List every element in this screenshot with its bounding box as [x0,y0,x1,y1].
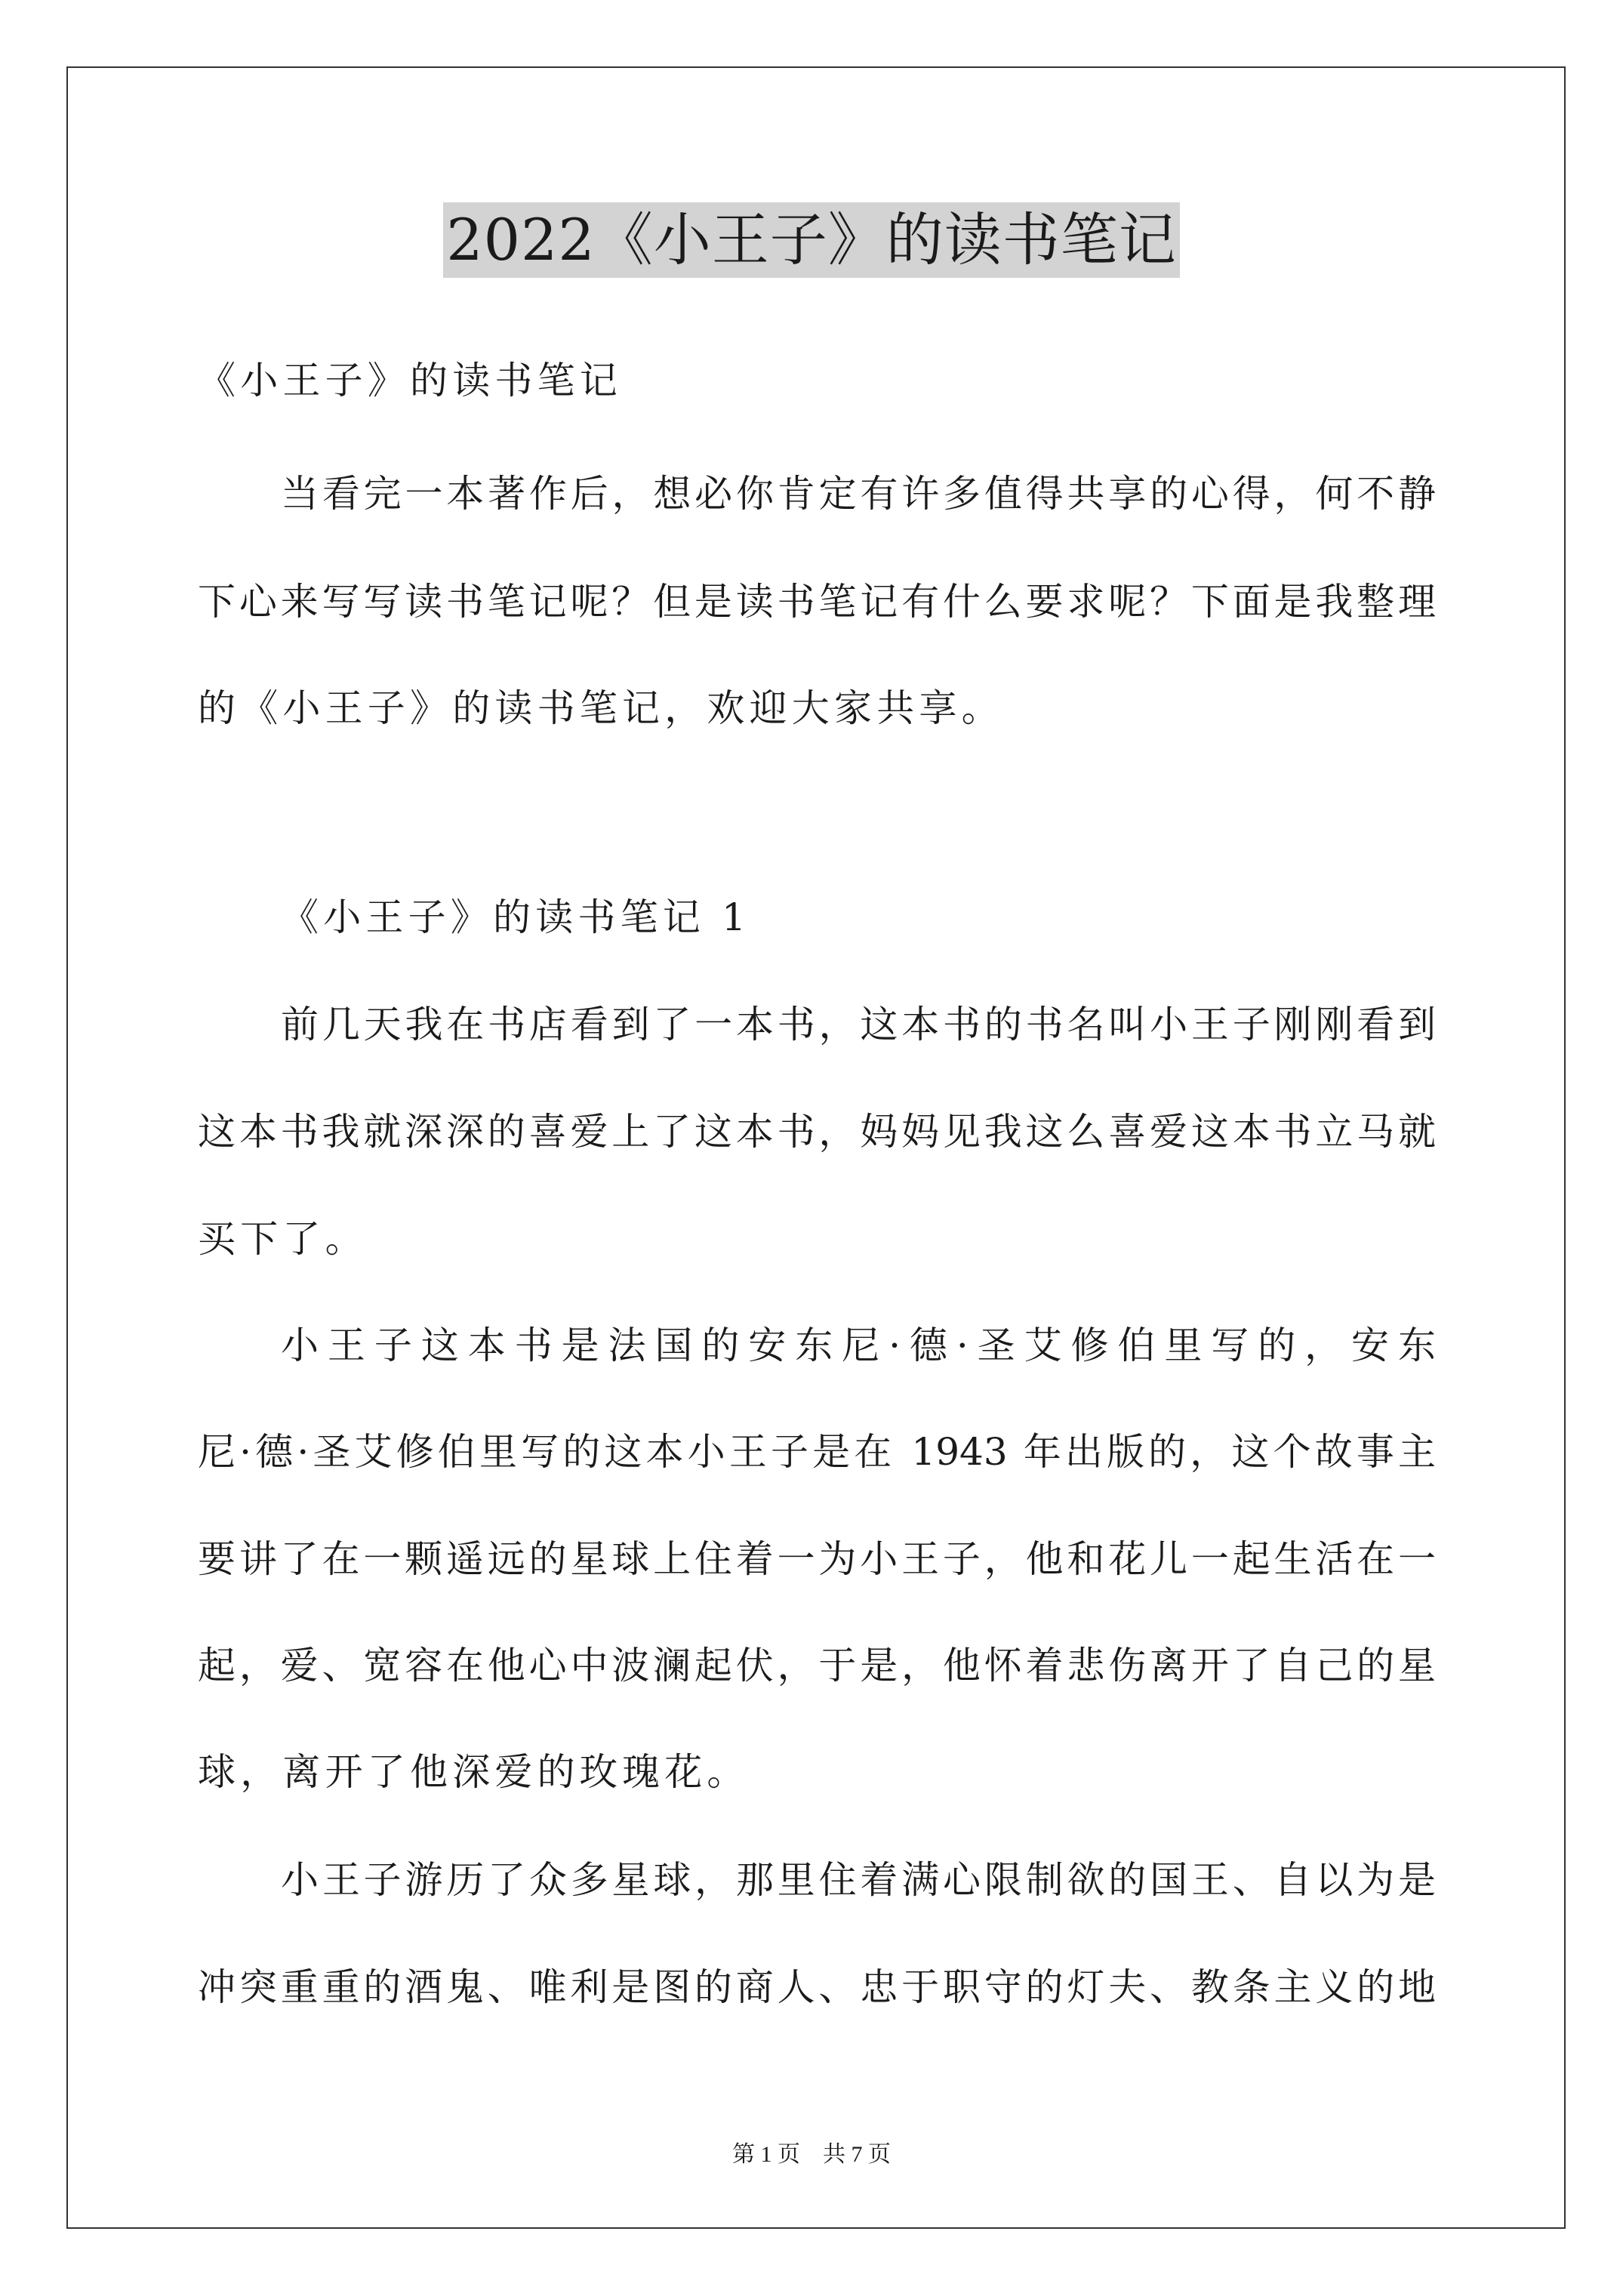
para1-line-2: 这本书我就深深的喜爱上了这本书，妈妈见我这么喜爱这本书立马就 [198,1110,1436,1154]
section-heading: 《小王子》的读书笔记 1 [281,895,751,939]
page-number-footer: 第 1 页 共 7 页 [732,2142,891,2167]
para2-line-5: 球，离开了他深爱的玫瑰花。 [198,1750,750,1794]
document-subtitle: 《小王子》的读书笔记 [198,359,622,402]
para1-line-3: 买下了。 [198,1217,368,1261]
para1-line-1: 前几天我在书店看到了一本书，这本书的书名叫小王子刚刚看到 [281,1003,1436,1046]
para3-line-2: 冲突重重的酒鬼、唯利是图的商人、忠于职守的灯夫、教条主义的地 [198,1965,1436,2009]
intro-line-3: 的《小王子》的读书笔记，欢迎大家共享。 [198,686,1004,730]
para2-line-2: 尼·德·圣艾修伯里写的这本小王子是在 1943 年出版的，这个故事主 [198,1430,1436,1474]
title-container [0,202,1623,278]
document-title: 2022《小王子》的读书笔记 [443,202,1179,278]
para2-line-4: 起，爱、宽容在他心中波澜起伏，于是，他怀着悲伤离开了自己的星 [198,1644,1436,1687]
intro-line-2: 下心来写写读书笔记呢？但是读书笔记有什么要求呢？下面是我整理 [198,580,1436,624]
para2-line-1: 小王子这本书是法国的安东尼·德·圣艾修伯里写的，安东 [281,1324,1436,1367]
intro-line-1: 当看完一本著作后，想必你肯定有许多值得共享的心得，何不静 [281,472,1436,516]
para2-line-3: 要讲了在一颗遥远的星球上住着一为小王子，他和花儿一起生活在一 [198,1537,1436,1581]
para3-line-1: 小王子游历了众多星球，那里住着满心限制欲的国王、自以为是 [281,1858,1436,1902]
